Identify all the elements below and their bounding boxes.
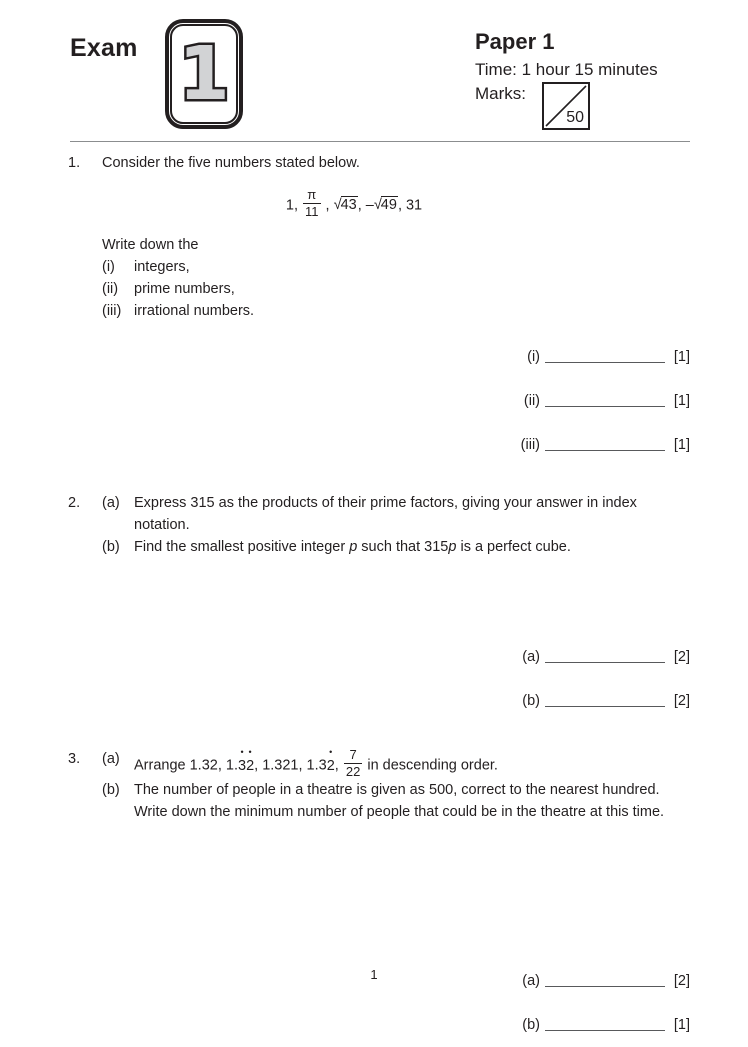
answer-write-line[interactable] — [545, 351, 665, 363]
fraction-pi-over-11 — [303, 188, 321, 218]
spacer — [0, 422, 748, 436]
answer-marks: [2] — [673, 692, 690, 709]
answer-row — [0, 392, 748, 422]
answer-marks: [2] — [673, 972, 690, 989]
answer-write-line[interactable] — [545, 395, 665, 407]
question-1-item-i-label: (i) — [102, 259, 115, 276]
answer-label: (b) — [522, 1016, 540, 1033]
paper-title: Paper 1 — [475, 29, 555, 54]
fraction-denominator: 11 — [305, 203, 319, 219]
answer-label: (iii) — [520, 436, 540, 453]
answer-row — [0, 648, 748, 678]
question-2-number: 2. — [68, 495, 81, 512]
answer-label: (i) — [527, 348, 540, 365]
question-1-list-intro-row — [0, 234, 748, 256]
question-2-part-b-label: (b) — [102, 539, 120, 556]
expression-sep-2: , – — [357, 197, 374, 214]
fraction-denominator: 22 — [345, 764, 361, 780]
question-1-item-ii — [0, 278, 748, 300]
answer-label: (a) — [522, 648, 540, 665]
expression-sep-1: , — [321, 197, 334, 214]
question-1-item-i — [0, 256, 748, 278]
exam-label: Exam — [70, 34, 138, 62]
question-3-part-b-label: (b) — [102, 781, 120, 798]
answer-row — [0, 692, 748, 722]
spacer — [0, 558, 748, 648]
paper-info — [475, 28, 690, 136]
question-1-list-intro: Write down the — [102, 237, 199, 254]
answer-write-line[interactable] — [545, 695, 665, 707]
page-number: 1 — [370, 967, 378, 982]
answer-marks: [1] — [673, 392, 690, 409]
answer-marks: [1] — [673, 348, 690, 365]
answer-write-line[interactable] — [545, 651, 665, 663]
expression-one: 1, — [285, 197, 302, 214]
spacer — [0, 174, 748, 188]
question-1-answers — [0, 348, 748, 466]
variable-p: p — [349, 539, 358, 556]
question-1-item-ii-label: (ii) — [102, 281, 119, 298]
question-3-part-a-label: (a) — [102, 751, 120, 768]
fraction-7-over-22 — [344, 748, 362, 778]
spacer — [0, 220, 748, 234]
question-1-item-iii-label: (iii) — [102, 303, 122, 320]
question-1 — [0, 152, 748, 466]
answer-marks: [2] — [673, 648, 690, 665]
marks-row — [475, 82, 690, 136]
badge-number: 1 — [178, 31, 230, 117]
fraction-numerator: π — [303, 188, 321, 204]
answer-write-line[interactable] — [545, 1019, 665, 1031]
question-3-part-b — [0, 779, 748, 823]
question-3-part-b-text: The number of people in a theatre is given as 500, correct to the nearest hundred. Write down the minimum number of people that could be in the theatre at this time. — [134, 781, 665, 820]
question-1-item-iii-text: irrational numbers. — [134, 303, 255, 320]
question-2 — [0, 492, 748, 722]
question-1-item-ii-text: prime numbers, — [134, 281, 235, 298]
question-1-item-iii — [0, 300, 748, 322]
question-3-number: 3. — [68, 751, 81, 768]
spacer — [0, 466, 748, 492]
answer-row — [0, 348, 748, 378]
answer-marks: [1] — [673, 1016, 690, 1033]
question-2-part-b — [0, 536, 748, 558]
spacer — [0, 823, 748, 913]
spacer — [0, 722, 748, 748]
sqrt-43: √43 — [333, 197, 357, 214]
variable-p: p — [448, 539, 457, 556]
answer-write-line[interactable] — [545, 439, 665, 451]
spacer — [0, 378, 748, 392]
sqrt-49-radicand: 49 — [380, 197, 397, 214]
question-3 — [0, 748, 748, 1046]
marks-total: 50 — [566, 109, 584, 126]
answer-row — [0, 1017, 748, 1047]
spacer — [0, 322, 748, 348]
answer-label: (b) — [522, 692, 540, 709]
question-2-part-a-text: Express 315 as the products of their prime factors, giving your answer in index notation. — [134, 495, 637, 534]
page-header — [70, 18, 690, 130]
sqrt-49-negative: √49 — [373, 197, 397, 214]
question-2-part-b-text: Find the smallest positive integer p such that 315p is a perfect cube. — [134, 539, 571, 556]
time-allowed: Time: 1 hour 15 minutes — [475, 60, 658, 79]
question-1-expression — [0, 188, 748, 220]
question-1-item-i-text: integers, — [134, 259, 190, 276]
answer-marks: [1] — [673, 436, 690, 453]
questions-container — [0, 152, 748, 1047]
question-1-number: 1. — [68, 155, 81, 171]
exam-number-badge — [165, 19, 243, 129]
question-2-part-a-label: (a) — [102, 495, 120, 512]
answer-row — [0, 436, 748, 466]
answer-label: (ii) — [523, 392, 540, 409]
question-1-stem: Consider the five numbers stated below. — [102, 155, 360, 171]
question-3-part-a-text: Arrange 1.32, 1.3 •2 •, 1.321, 1.32 •, $\frac{7}{22}$ in descending order. — [0, 748, 748, 778]
page-footer — [0, 967, 748, 982]
question-2-part-a — [0, 492, 748, 536]
expression-sep-3: , 31 — [397, 197, 423, 214]
question-1-stem-row — [0, 152, 748, 174]
marks-box — [542, 82, 590, 130]
spacer — [0, 913, 748, 973]
fraction-numerator: 7 — [344, 748, 362, 764]
sqrt-43-radicand: 43 — [340, 197, 357, 214]
answer-label: (a) — [522, 972, 540, 989]
recurring-digit: 2 • — [327, 755, 335, 777]
recurring-digit: 3 • — [238, 755, 246, 777]
spacer — [0, 678, 748, 692]
question-3-part-a — [0, 748, 748, 778]
question-3-answers — [0, 973, 748, 1047]
spacer — [0, 1003, 748, 1017]
question-2-answers — [0, 648, 748, 722]
recurring-digit: 2 • — [246, 755, 254, 777]
header-divider — [70, 141, 690, 142]
marks-label: Marks: — [475, 84, 526, 103]
